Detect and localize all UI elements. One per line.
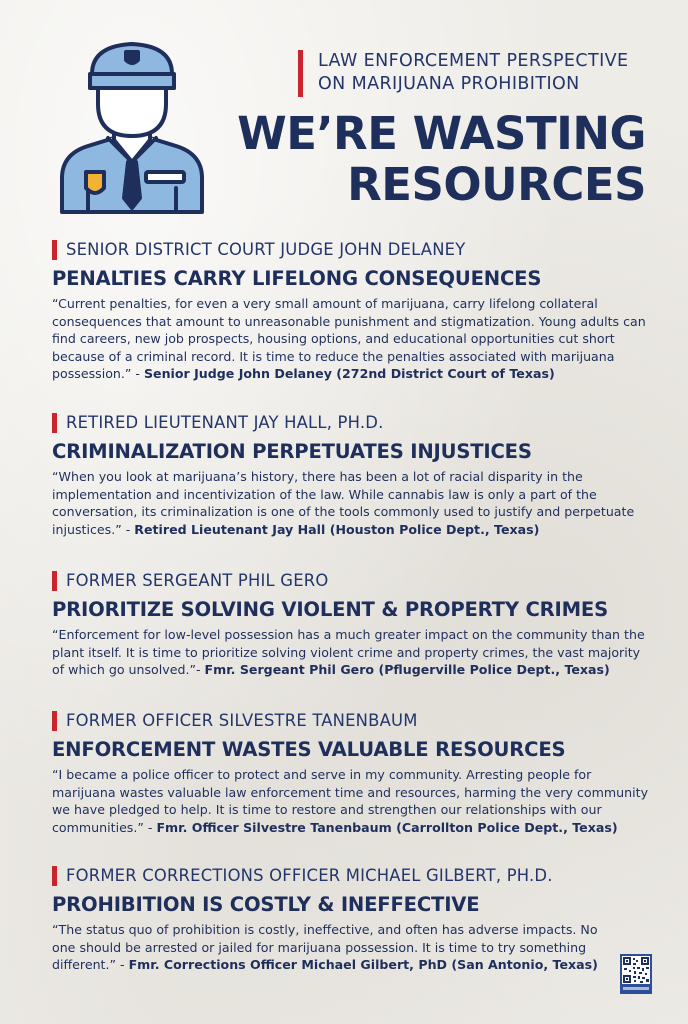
speaker-name: RETIRED LIEUTENANT JAY HALL, PH.D. <box>52 413 652 433</box>
headline <box>237 108 646 210</box>
quote-body: “The status quo of prohibition is costly, ineffective, and often has adverse impacts. No one should be arrested or jailed for marijuana possession. It is time to try something different.” - <box>52 922 598 972</box>
quote-body: “When you look at marijuana’s history, there has been a lot of racial disparity in the implementation and incentivization of the law. While cannabis law is only a part of the conversation, its criminalization is one of the tools commonly used to justify and perpetuate injustices.” - <box>52 469 635 537</box>
quote-text <box>52 626 652 679</box>
quote-text <box>52 766 652 836</box>
speaker-name: FORMER OFFICER SILVESTRE TANENBAUM <box>52 711 652 731</box>
police-officer-icon <box>58 38 206 216</box>
quote-attribution: Fmr. Sergeant Phil Gero (Pflugerville Police Dept., Texas) <box>204 662 610 677</box>
kicker-line-1: LAW ENFORCEMENT PERSPECTIVE <box>318 51 629 71</box>
quote-attribution: Retired Lieutenant Jay Hall (Houston Police Dept., Texas) <box>134 521 540 537</box>
speaker-name: FORMER CORRECTIONS OFFICER MICHAEL GILBERT, PH.D. <box>52 866 652 886</box>
claim-heading: CRIMINALIZATION PERPETUATES INJUSTICES <box>52 440 532 463</box>
quote-body: “I became a police officer to protect and serve in my community. Arresting people for marijuana wastes valuable law enforcement time and resources, harming the very community we have pledged to help. It is time to restore and strengthen our relationships with our communities.” - <box>52 767 649 835</box>
speaker-name: SENIOR DISTRICT COURT JUDGE JOHN DELANEY <box>52 240 652 260</box>
claim-heading: PRIORITIZE SOLVING VIOLENT & PROPERTY CRIMES <box>52 598 609 621</box>
quote-text <box>52 468 652 538</box>
quote-attribution: Fmr. Corrections Officer Michael Gilbert, PhD (San Antonio, Texas) <box>128 957 598 972</box>
speaker-name: FORMER SERGEANT PHIL GERO <box>52 571 652 591</box>
testimony-section-3 <box>52 571 652 679</box>
kicker-line-2: ON MARIJUANA PROHIBITION <box>318 74 580 94</box>
testimony-section-4 <box>52 711 652 836</box>
quote-text <box>52 921 612 974</box>
headline-line-2: RESOURCES <box>347 158 646 211</box>
quote-text <box>52 295 652 383</box>
quote-attribution: Fmr. Officer Silvestre Tanenbaum (Carrollton Police Dept., Texas) <box>156 819 618 835</box>
testimony-section-1 <box>52 240 652 383</box>
accent-bar <box>298 50 303 97</box>
kicker <box>298 50 658 96</box>
testimony-section-5 <box>52 866 652 974</box>
quote-attribution: Senior Judge John Delaney (272nd District Court of Texas) <box>143 366 555 381</box>
quote-body: “Enforcement for low-level possession has a much greater impact on the community than the plant itself. It is time to prioritize solving violent crime and property crimes, the vast majority of which go unsolved.”- <box>52 627 645 677</box>
claim-heading: ENFORCEMENT WASTES VALUABLE RESOURCES <box>52 738 566 761</box>
quote-body: “Current penalties, for even a very small amount of marijuana, carry lifelong collateral consequences that amount to unreasonable punishment and stigmatization. Young adults can find careers, new job prospects, housing options, and educational opportunities cut short because of a criminal record. It is time to reduce the penalties associated with marijuana possession.” - <box>52 296 646 381</box>
headline-line-1: WE’RE WASTING <box>237 107 646 160</box>
qr-code-icon[interactable] <box>620 954 652 994</box>
claim-heading: PROHIBITION IS COSTLY & INEFFECTIVE <box>52 893 480 916</box>
claim-heading: PENALTIES CARRY LIFELONG CONSEQUENCES <box>52 267 542 290</box>
testimony-section-2 <box>52 413 652 538</box>
